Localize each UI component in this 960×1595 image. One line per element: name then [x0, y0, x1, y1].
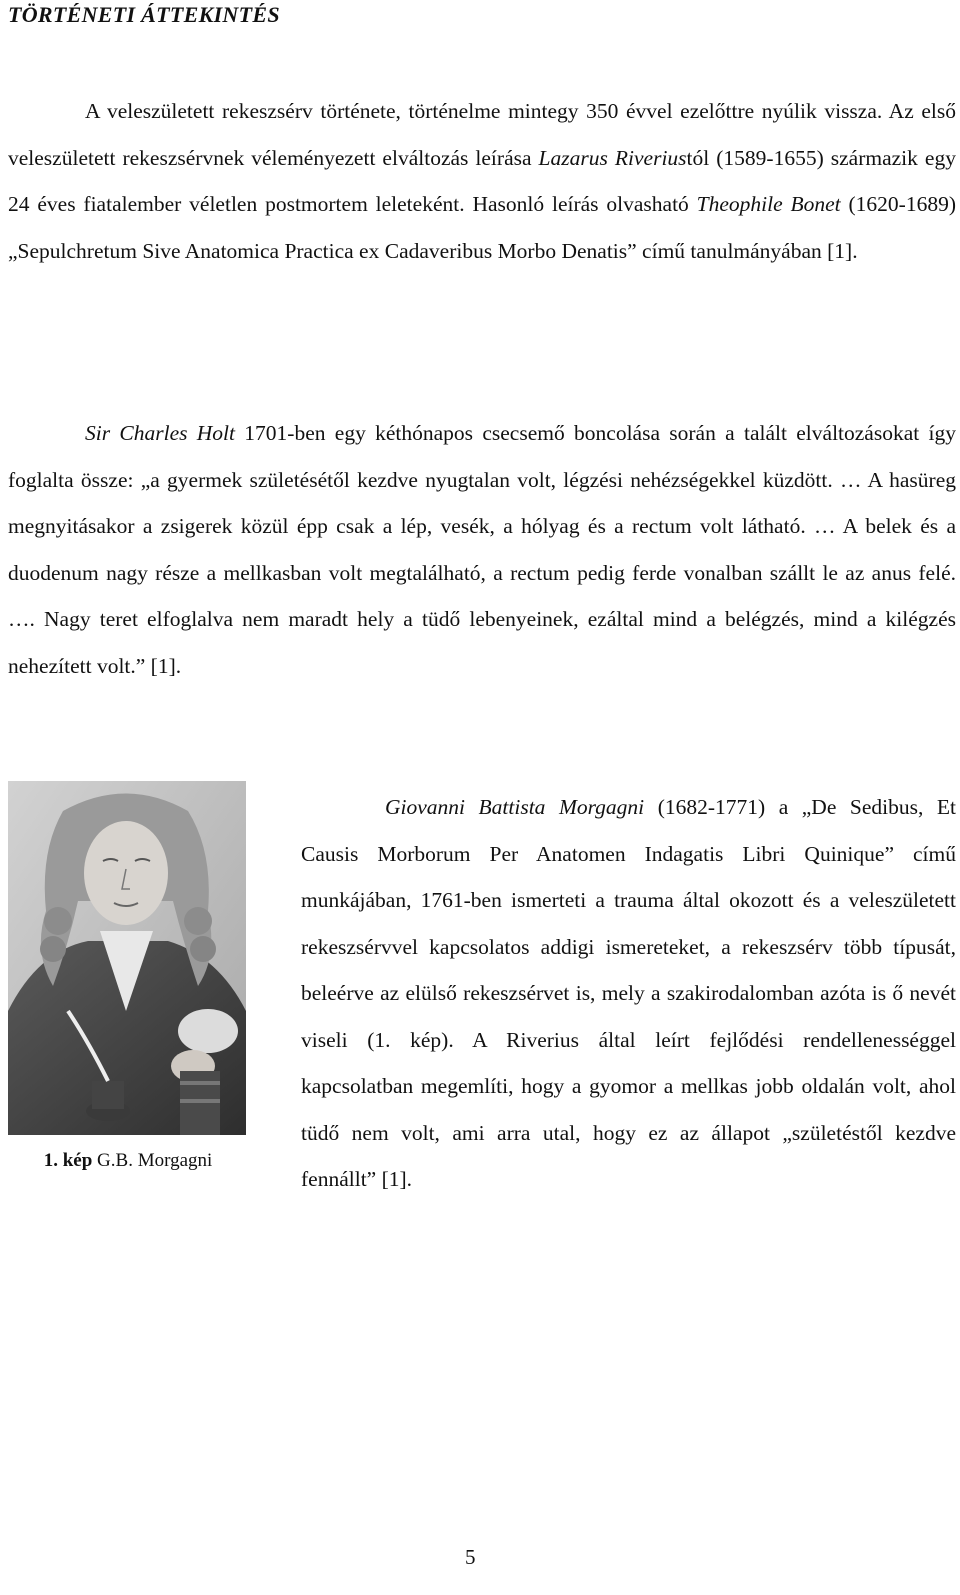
caption-label: 1. kép: [43, 1150, 93, 1171]
p3-text: (1682-1771) a „De Sedibus, Et Causis Morborum Per Anatomen Indagatis Libri Quinique” című munkájában, 1761-ben ismerteti a trauma által okozott és a veleszületett rekeszsérvvel kapcsolatos addigi ismereteket, a rekeszsérv több típusát, beleérve az elülső rekeszsérvet is, mely a szakirodalomban azóta is ő nevét viseli (1. kép). A Riverius által leírt fejlődési rendellenességgel kapcsolatban megemlíti, hogy a gyomor a mellkas jobb oldalán volt, ahol tüdő nem volt, ami arra utal, hogy ez az állapot „születéstől kezdve fennállt” [1].: [301, 795, 956, 1191]
paragraph-charles-holt: [8, 410, 956, 689]
morgagni-portrait-image: [8, 781, 246, 1135]
name-lazarus-riverius: Lazarus Riverius: [538, 145, 687, 170]
name-morgagni: Giovanni Battista Morgagni: [385, 795, 645, 819]
name-charles-holt: Sir Charles Holt: [85, 421, 235, 445]
section-heading: TÖRTÉNETI ÁTTEKINTÉS: [8, 2, 280, 27]
p1-text-a: A veleszületett rekeszsérv története, történelme mintegy 350 évvel ezelőttre nyúlik vissza. Az első veleszületett rekeszsérvnek véleményezett elváltozás leírása: [8, 99, 956, 170]
portrait-illustration: [8, 781, 246, 1135]
p2-text: 1701-ben egy kéthónapos csecsemő boncolása során a talált elváltozásokat így foglalta össze: „a gyermek születésétől kezdve nyugtalan volt, légzési nehézségekkel küzdött. … A hasüreg megnyitásakor a zsigerek közül épp csak a lép, vesék, a hólyag és a rectum volt látható. … A belek és a duodenum nagy része a mellkasban volt megtalálható, a rectum pedig ferde vonalban szállt le az anus felé. …. Nagy teret elfoglalva nem maradt hely a tüdő lebenyeinek, ezáltal mind a belégzés, mind a kilégzés nehezített volt.” [1].: [8, 421, 956, 678]
paragraph-history-intro: [8, 88, 956, 274]
name-theophile-bonet: Theophile Bonet: [696, 192, 841, 216]
p1-text-b: tól (1589-1655) származik egy 24 éves fiatalember véletlen postmortem leleteként. Hasonló leírás olvasható: [8, 145, 956, 216]
page-number: 5: [465, 1545, 476, 1569]
figure-caption: [0, 1150, 256, 1172]
p1-text-c: (1620-1689) „Sepulchretum Sive Anatomica Practica ex Cadaveribus Morbo Denatis” című tanulmányában [1].: [8, 192, 956, 263]
caption-text: G.B. Morgagni: [92, 1150, 213, 1171]
